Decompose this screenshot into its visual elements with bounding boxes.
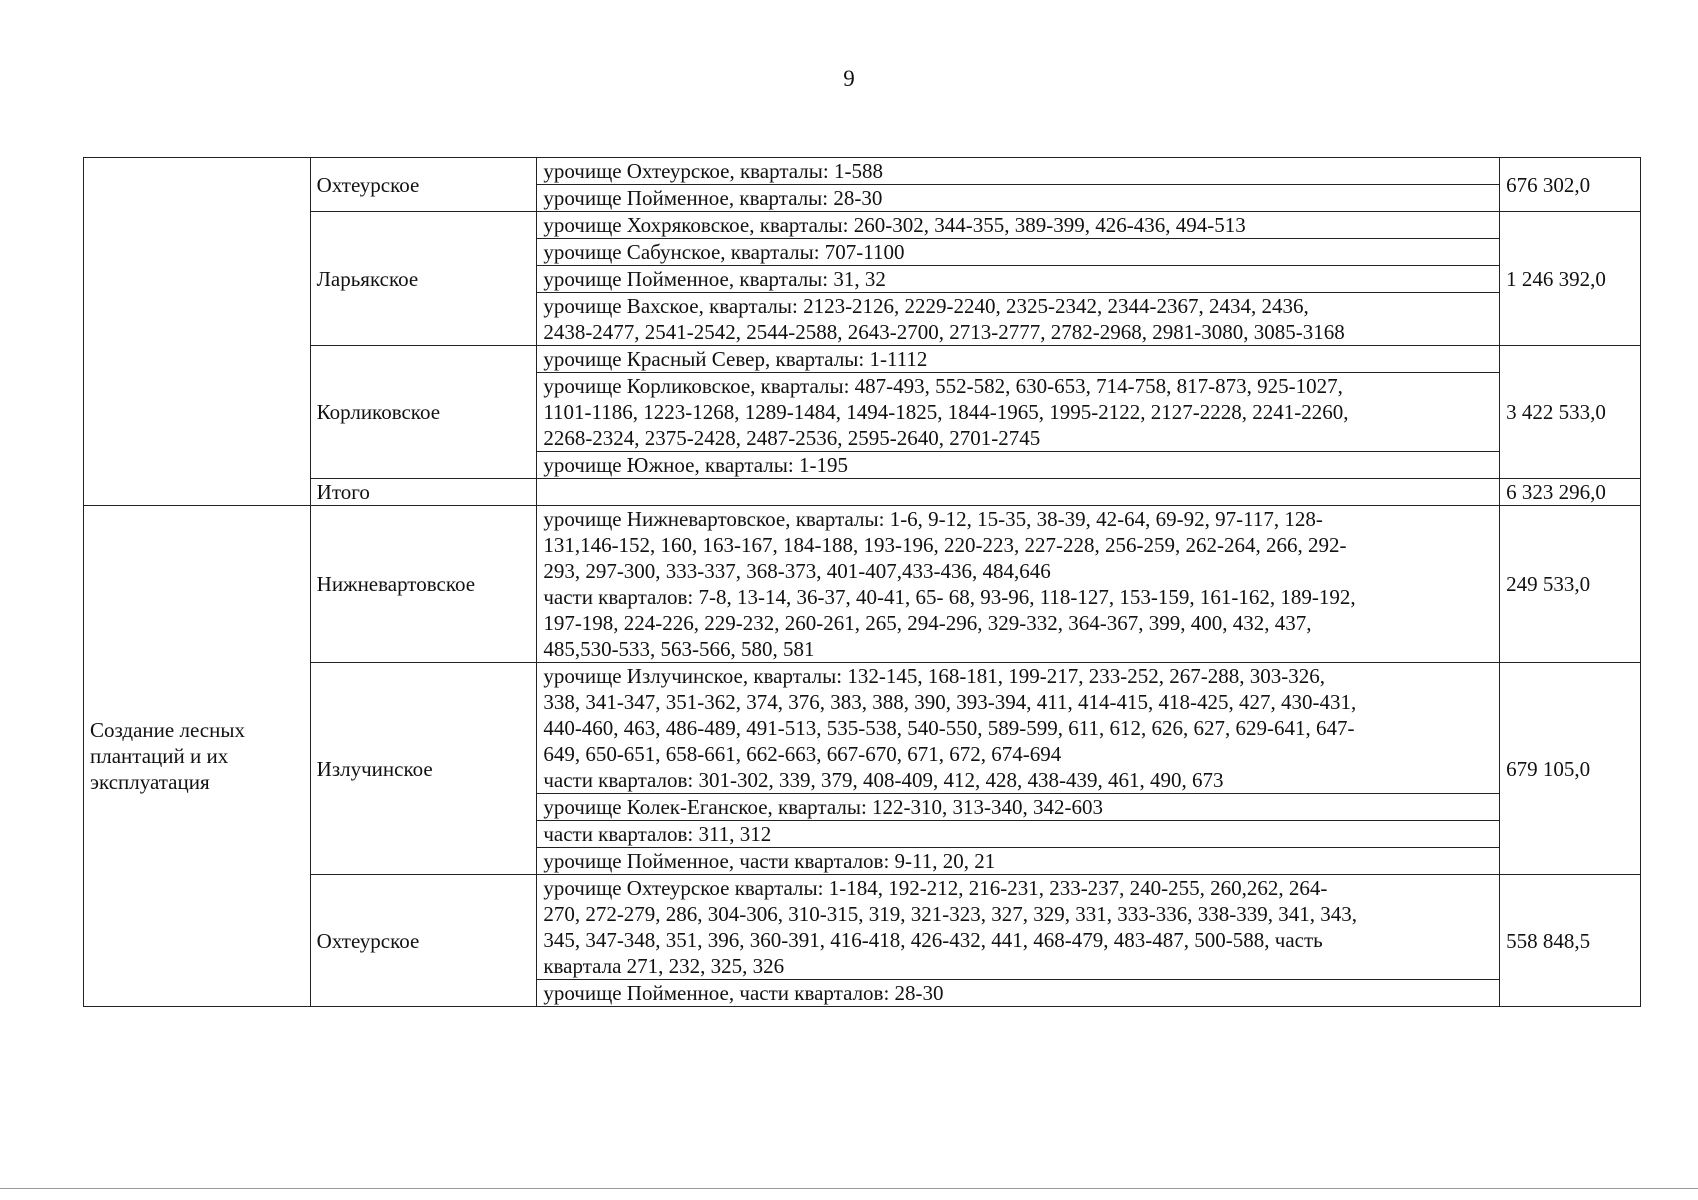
quarters-cell [537,875,1500,980]
cell-text-line: 1 246 392,0 [1506,266,1606,291]
cell-text-line: урочище Корликовское, кварталы: 487-493, 552-582, 630-653, 714-758, 817-873, 925-1027, [543,374,1343,398]
cell-text-line: 649, 650-651, 658-661, 662-663, 667-670, 671, 672, 674-694 [543,742,1062,766]
cell-text-line: урочище Пойменное, кварталы: 28-30 [543,186,883,210]
table-row [84,506,1641,663]
activity-cell [84,158,311,506]
cell-text-line: урочище Излучинское, кварталы: 132-145, 168-181, 199-217, 233-252, 267-288, 303-326, [543,664,1326,688]
cell-text-line: 345, 347-348, 351, 396, 360-391, 416-418, 426-432, 441, 468-479, 483-487, 500-588, часть [543,928,1323,952]
district-name-cell [310,346,537,479]
cell-text-line: квартала 271, 232, 325, 326 [543,954,785,978]
cell-text-line: урочище Красный Север, кварталы: 1-1112 [543,347,928,371]
cell-text-line: Охтеурское [316,172,420,197]
area-value-cell [1500,875,1641,1007]
cell-text-line: 2268-2324, 2375-2428, 2487-2536, 2595-2640, 2701-2745 [543,426,1041,450]
cell-text-line: урочище Колек-Еганское, кварталы: 122-310, 313-340, 342-603 [543,795,1104,819]
quarters-cell [537,266,1500,293]
cell-text-line: урочище Охтеурское кварталы: 1-184, 192-212, 216-231, 233-237, 240-255, 260,262, 264- [543,876,1328,900]
cell-text-line: Корликовское [316,400,441,424]
cell-text-line: части кварталов: 301-302, 339, 379, 408-409, 412, 428, 438-439, 461, 490, 673 [543,768,1224,792]
cell-text-line: 558 848,5 [1506,928,1591,953]
cell-text-line: урочище Хохряковское, кварталы: 260-302, 344-355, 389-399, 426-436, 494-513 [543,213,1246,237]
cell-text-line: 2438-2477, 2541-2542, 2544-2588, 2643-2700, 2713-2777, 2782-2968, 2981-3080, 3085-3168 [543,320,1345,344]
cell-text-line [543,479,1493,505]
cell-text-line: 6 323 296,0 [1506,480,1606,504]
area-value-cell [1500,158,1641,212]
cell-text-line: урочище Южное, кварталы: 1-195 [543,453,848,477]
cell-text-line: Ларьякское [316,266,419,291]
area-value-cell [1500,479,1641,506]
area-value-cell [1500,663,1641,875]
area-value-cell [1500,346,1641,479]
cell-text-line: части кварталов: 311, 312 [543,822,772,846]
cell-text-line: эксплуатация [90,770,210,794]
quarters-cell [537,663,1500,794]
district-name-cell [310,479,537,506]
table-row [84,346,1641,373]
cell-text-line: Излучинское [316,756,433,781]
cell-text-line: урочище Охтеурское, кварталы: 1-588 [543,159,883,183]
cell-text-line: Создание лесных [90,718,245,742]
cell-text-line: 338, 341-347, 351-362, 374, 376, 383, 388, 390, 393-394, 411, 414-415, 418-425, 427, 430-431, [543,690,1357,714]
page-bottom-rule [0,1188,1698,1189]
cell-text-line: 440-460, 463, 486-489, 491-513, 535-538, 540-550, 589-599, 611, 612, 626, 627, 629-641, 647- [543,716,1355,740]
area-value-cell [1500,212,1641,346]
cell-text-line: 270, 272-279, 286, 304-306, 310-315, 319, 321-323, 327, 329, 331, 333-336, 338-339, 341, 343, [543,902,1358,926]
cell-text-line: Охтеурское [316,928,420,953]
quarters-cell [537,980,1500,1007]
cell-text-line: 1101-1186, 1223-1268, 1289-1484, 1494-1825, 1844-1965, 1995-2122, 2127-2228, 2241-2260, [543,400,1349,424]
forest-districts-table [83,157,1641,1007]
cell-text-line: 249 533,0 [1506,572,1591,596]
cell-text-line: урочище Пойменное, части кварталов: 9-11, 20, 21 [543,849,996,873]
activity-cell [84,506,311,1007]
cell-text-line: 131,146-152, 160, 163-167, 184-188, 193-196, 220-223, 227-228, 256-259, 262-264, 266, 292- [543,533,1347,557]
quarters-cell [537,346,1500,373]
area-value-cell [1500,506,1641,663]
table-row [84,875,1641,980]
quarters-cell [537,239,1500,266]
table-row [84,212,1641,239]
quarters-cell [537,794,1500,821]
cell-text-line: 679 105,0 [1506,756,1591,781]
district-name-cell [310,158,537,212]
table-row [84,479,1641,506]
cell-text-line: урочище Пойменное, части кварталов: 28-30 [543,981,944,1005]
table-row [84,158,1641,185]
quarters-cell [537,848,1500,875]
cell-text-line: плантаций и их [90,744,229,768]
quarters-cell [537,506,1500,663]
cell-text-line: 3 422 533,0 [1506,400,1606,424]
quarters-cell [537,452,1500,479]
quarters-cell [537,185,1500,212]
district-name-cell [310,506,537,663]
cell-text-line: урочище Вахское, кварталы: 2123-2126, 2229-2240, 2325-2342, 2344-2367, 2434, 2436, [543,294,1309,318]
quarters-cell [537,293,1500,346]
district-name-cell [310,212,537,346]
quarters-cell [537,479,1500,506]
cell-text-line: урочище Пойменное, кварталы: 31, 32 [543,267,886,291]
quarters-cell [537,821,1500,848]
cell-text-line: 485,530-533, 563-566, 580, 581 [543,637,815,661]
cell-text-line: 197-198, 224-226, 229-232, 260-261, 265, 294-296, 329-332, 364-367, 399, 400, 432, 437, [543,611,1312,635]
quarters-cell [537,158,1500,185]
cell-text-line: части кварталов: 7-8, 13-14, 36-37, 40-41, 65- 68, 93-96, 118-127, 153-159, 161-162, 189-192, [543,585,1356,609]
table-row [84,663,1641,794]
quarters-cell [537,212,1500,239]
page-number: 9 [843,66,855,91]
district-name-cell [310,875,537,1007]
district-name-cell [310,663,537,875]
quarters-cell [537,373,1500,452]
cell-text-line: Нижневартовское [316,572,476,596]
cell-text-line: 293, 297-300, 333-337, 368-373, 401-407,433-436, 484,646 [543,559,1051,583]
cell-text-line: урочище Сабунское, кварталы: 707-1100 [543,240,905,264]
cell-text-line: 676 302,0 [1506,172,1591,197]
cell-text-line: Итого [316,480,370,504]
cell-text-line: урочище Нижневартовское, кварталы: 1-6, 9-12, 15-35, 38-39, 42-64, 69-92, 97-117, 128- [543,507,1323,531]
